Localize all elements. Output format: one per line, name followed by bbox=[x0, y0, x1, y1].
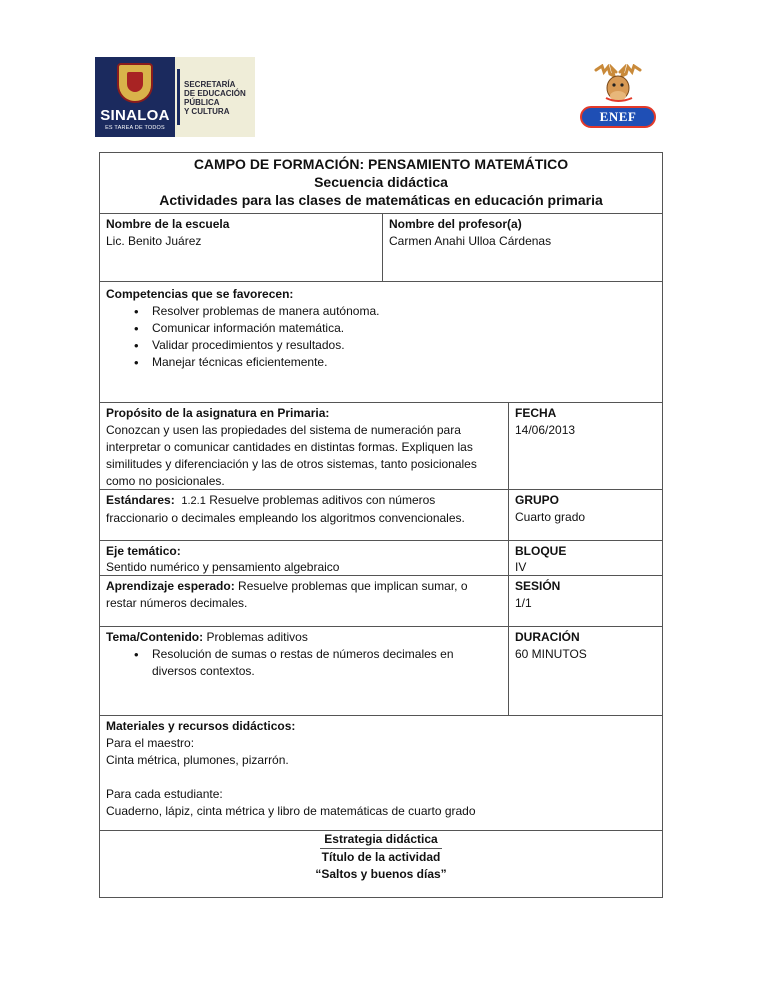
competencias-label: Competencias que se favorecen: bbox=[106, 287, 294, 301]
proposito-cell bbox=[100, 403, 508, 489]
enef-logo bbox=[578, 62, 658, 130]
proposito-line: interpretar o comunicar cantidades en distintas formas. Expliquen las bbox=[106, 440, 473, 454]
list-item: • Validar procedimientos y resultados. bbox=[106, 337, 656, 354]
maestro-label: Para el maestro: bbox=[106, 736, 195, 750]
document-type: Secuencia didáctica bbox=[314, 174, 448, 190]
aprendizaje-row bbox=[100, 576, 662, 627]
estandares-cell bbox=[100, 490, 508, 540]
duracion-value: 60 MINUTOS bbox=[515, 647, 587, 661]
duracion-label: DURACIÓN bbox=[515, 630, 580, 644]
competencias-row bbox=[100, 282, 662, 403]
sesion-cell bbox=[508, 576, 664, 626]
list-item: • Resolución de sumas o restas de números decimales en diversos contextos. bbox=[106, 646, 502, 680]
sinaloa-sepyc-logo bbox=[95, 57, 255, 137]
grupo-cell bbox=[508, 490, 664, 540]
school-cell bbox=[100, 214, 382, 281]
teacher-value: Carmen Anahi Ulloa Cárdenas bbox=[389, 234, 552, 248]
enef-wordmark: ENEF bbox=[580, 106, 656, 128]
moose-icon bbox=[592, 64, 644, 104]
tema-label: Tema/Contenido: bbox=[106, 630, 204, 644]
sesion-label: SESIÓN bbox=[515, 579, 561, 593]
estandares-label: Estándares: bbox=[106, 493, 175, 507]
logo-name: SINALOA bbox=[100, 107, 170, 124]
maestro-value: Cinta métrica, plumones, pizarrón. bbox=[106, 753, 289, 767]
activity-title: “Saltos y buenos días” bbox=[315, 867, 447, 881]
estandares-line1: Resuelve problemas aditivos con números bbox=[209, 493, 436, 507]
eje-value: Sentido numérico y pensamiento algebraico bbox=[106, 560, 340, 574]
materiales-label: Materiales y recursos didácticos: bbox=[106, 719, 296, 733]
aprendizaje-line1: Resuelve problemas que implican sumar, o bbox=[238, 579, 468, 593]
proposito-line: como no posicionales. bbox=[106, 474, 225, 488]
sinaloa-emblem bbox=[95, 57, 175, 137]
coat-of-arms-icon bbox=[117, 63, 153, 103]
school-teacher-row bbox=[100, 214, 662, 282]
field-title: CAMPO DE FORMACIÓN: PENSAMIENTO MATEMÁTICO bbox=[193, 156, 569, 172]
fecha-label: FECHA bbox=[515, 406, 557, 420]
estrategia-title: Estrategia didáctica bbox=[320, 831, 441, 849]
department-name: SECRETARÍA DE EDUCACIÓN PÚBLICA Y CULTURA bbox=[184, 80, 246, 116]
estandares-line2: fraccionario o decimales empleando los algoritmos convencionales. bbox=[106, 511, 465, 525]
teacher-cell bbox=[382, 214, 664, 281]
aprendizaje-cell bbox=[100, 576, 508, 626]
logo-slogan: ES TAREA DE TODOS bbox=[105, 125, 165, 131]
tema-row bbox=[100, 627, 662, 716]
school-label: Nombre de la escuela bbox=[106, 217, 230, 231]
eje-row bbox=[100, 541, 662, 576]
sesion-value: 1/1 bbox=[515, 596, 532, 610]
estandares-code: 1.2.1 bbox=[181, 495, 206, 507]
fecha-value: 14/06/2013 bbox=[515, 423, 576, 437]
estrategia-row bbox=[100, 831, 662, 897]
teacher-label: Nombre del profesor(a) bbox=[389, 217, 522, 231]
activity-title-label: Título de la actividad bbox=[321, 850, 441, 864]
eje-label: Eje temático: bbox=[106, 544, 181, 558]
proposito-line: Conozcan y usen las propiedades del sistema de numeración para bbox=[106, 423, 461, 437]
grupo-value: Cuarto grado bbox=[515, 510, 586, 524]
bloque-cell bbox=[508, 541, 664, 575]
bloque-label: BLOQUE bbox=[515, 544, 567, 558]
proposito-line: similitudes y diferenciación y las de otros sistemas, tanto posicionales bbox=[106, 457, 477, 471]
tema-cell bbox=[100, 627, 508, 715]
eje-cell bbox=[100, 541, 508, 575]
materiales-cell bbox=[100, 716, 662, 830]
school-value: Lic. Benito Juárez bbox=[106, 234, 202, 248]
bloque-value: IV bbox=[515, 560, 527, 574]
fecha-cell bbox=[508, 403, 664, 489]
document-subtitle: Actividades para las clases de matemáticas en educación primaria bbox=[159, 192, 603, 208]
proposito-label: Propósito de la asignatura en Primaria: bbox=[106, 406, 330, 420]
tema-value: Problemas aditivos bbox=[206, 630, 308, 644]
lesson-plan-table bbox=[99, 152, 663, 898]
duracion-cell bbox=[508, 627, 664, 715]
proposito-row bbox=[100, 403, 662, 490]
estudiante-label: Para cada estudiante: bbox=[106, 787, 223, 801]
estandares-row bbox=[100, 490, 662, 541]
competencias-list bbox=[106, 303, 656, 371]
aprendizaje-line2: restar números decimales. bbox=[106, 596, 248, 610]
header-row bbox=[100, 153, 662, 214]
list-item: • Comunicar información matemática. bbox=[106, 320, 656, 337]
list-item: • Manejar técnicas eficientemente. bbox=[106, 354, 656, 371]
estudiante-value: Cuaderno, lápiz, cinta métrica y libro de matemáticas de cuarto grado bbox=[106, 804, 476, 818]
list-item: • Resolver problemas de manera autónoma. bbox=[106, 303, 656, 320]
aprendizaje-label: Aprendizaje esperado: bbox=[106, 579, 235, 593]
grupo-label: GRUPO bbox=[515, 493, 560, 507]
materiales-row bbox=[100, 716, 662, 831]
